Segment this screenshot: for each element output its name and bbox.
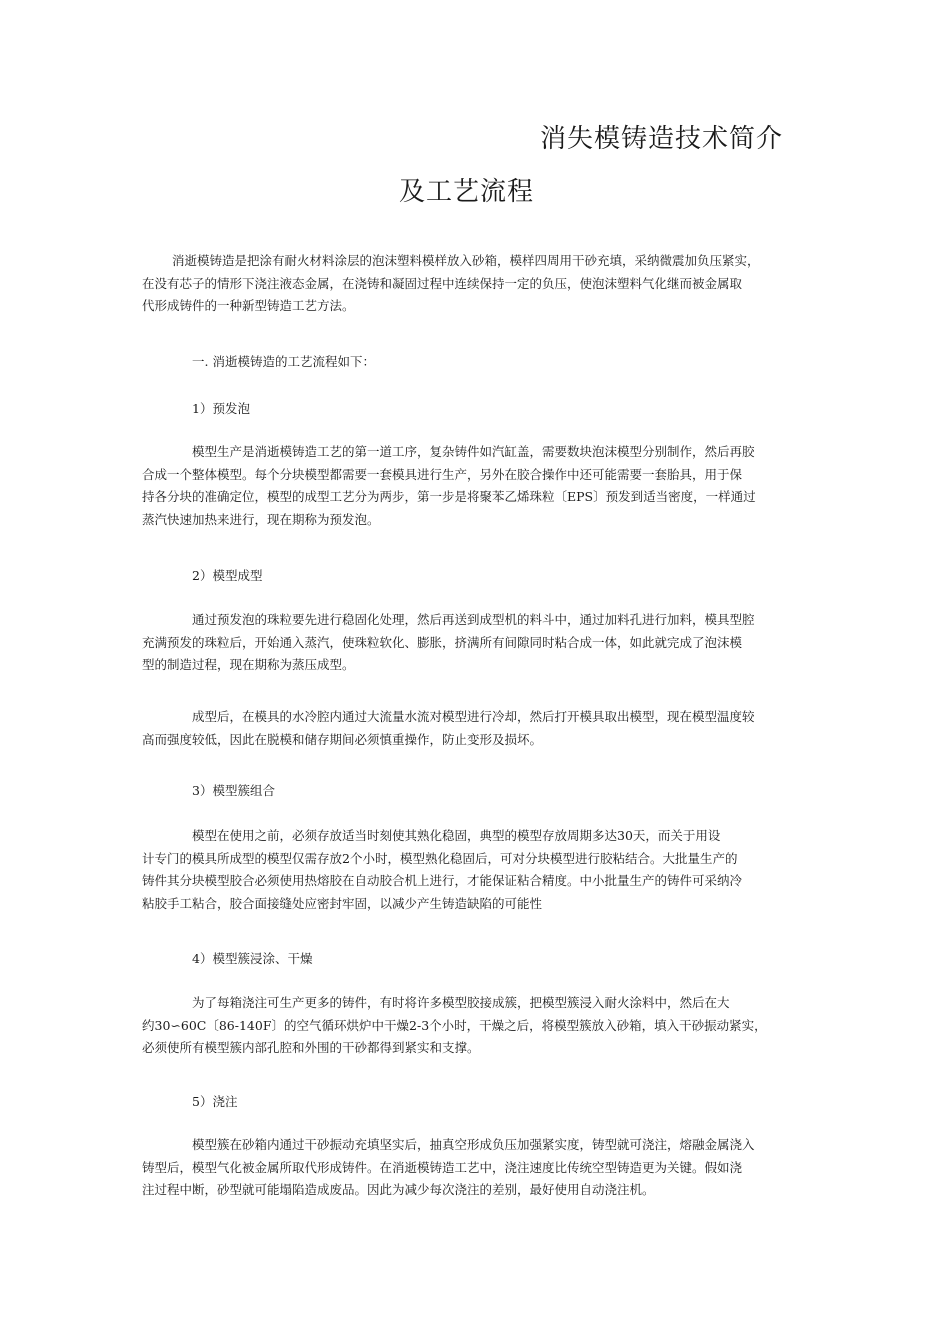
paragraph-line: 为了每箱浇注可生产更多的铸件，有时将许多模型胶接成簇，把模型簇浸入耐火涂料中，然后在大 [192,995,730,1010]
document-title-line-2: 及工艺流程 [399,177,535,207]
paragraph-line: 模型生产是消逝模铸造工艺的第一道工序，复杂铸件如汽缸盖，需要数块泡沫模型分别制作，然后再胶 [192,444,755,459]
paragraph-line: 铸件其分块模型胶合必须使用热熔胶在自动胶合机上进行，才能保证粘合精度。中小批量生产的铸件可采纳冷 [142,873,743,888]
step-1-paragraph [142,441,832,531]
paragraph-line: 铸型后，模型气化被金属所取代形成铸件。在消逝模铸造工艺中，浇注速度比传统空型铸造更为关键。假如浇 [142,1159,743,1175]
step-2-heading: 2）模型成型 [192,568,263,583]
paragraph-line: 模型在使用之前，必须存放适当时刻使其熟化稳固，典型的模型存放周期多达30天，而关于用设 [192,828,721,843]
step-5-paragraph [142,1134,832,1202]
section-heading: 一. 消逝模铸造的工艺流程如下： [192,354,375,369]
step-2-paragraph-2 [142,706,832,751]
step-4-heading: 4）模型簇浸涂、干燥 [192,951,313,966]
paragraph-line: 合成一个整体模型。每个分块模型都需要一套模具进行生产，另外在胶合操作中还可能需要一套胎具，用于保 [142,466,743,482]
paragraph-line: 高而强度较低，因此在脱模和储存期间必须慎重操作，防止变形及损坏。 [142,731,543,747]
paragraph-line: 持各分块的准确定位，模型的成型工艺分为两步，第一步是将聚苯乙烯珠粒〔EPS〕预发到适当密度，一样通过 [142,489,756,504]
paragraph-line: 蒸汽快速加热来进行，现在期称为预发泡。 [142,511,380,527]
paragraph-line: 必须使所有模型簇内部孔腔和外围的干砂都得到紧实和支撑。 [142,1040,480,1055]
paragraph-line: 在没有芯子的情形下浇注液态金属，在浇铸和凝固过程中连续保持一定的负压，使泡沫塑料气化继而被金属取 [142,275,743,291]
step-3-paragraph [142,825,832,915]
paragraph-line: 注过程中断，砂型就可能塌陷造成废品。因此为减少每次浇注的差别，最好使用自动浇注机。 [142,1182,655,1197]
intro-paragraph [142,250,832,318]
step-5-heading: 5）浇注 [192,1094,238,1109]
paragraph-line: 计专门的模具所成型的模型仅需存放2个小时，模型熟化稳固后，可对分块模型进行胶粘结合。大批量生产的 [142,850,738,866]
paragraph-line: 通过预发泡的珠粒要先进行稳固化处理，然后再送到成型机的料斗中，通过加料孔进行加料，模具型腔 [192,612,755,627]
paragraph-line: 约30∽60C〔86-140F〕的空气循环烘炉中干燥2-3个小时，干燥之后，将模型簇放入砂箱，填入干砂振动紧实， [142,1017,767,1033]
step-4-paragraph [142,992,832,1060]
document-title-line-1: 消失模铸造技术简介 [540,124,784,154]
paragraph-line: 成型后，在模具的水冷腔内通过大流量水流对模型进行冷却，然后打开模具取出模型，现在模型温度较 [192,709,755,724]
step-2-paragraph-1 [142,609,832,677]
step-1-heading: 1）预发泡 [192,401,250,416]
paragraph-line: 消逝模铸造是把涂有耐火材料涂层的泡沫塑料模样放入砂箱，模样四周用干砂充填，采纳微震加负压紧实， [172,253,760,268]
paragraph-line: 模型簇在砂箱内通过干砂振动充填坚实后，抽真空形成负压加强紧实度，铸型就可浇注，熔融金属浇入 [192,1137,755,1152]
step-3-heading: 3）模型簇组合 [192,783,275,798]
paragraph-line: 粘胶手工粘合，胶合面接缝处应密封牢固，以减少产生铸造缺陷的可能性 [142,895,543,911]
paragraph-line: 代形成铸件的一种新型铸造工艺方法。 [142,298,355,313]
paragraph-line: 充满预发的珠粒后，开始通入蒸汽，使珠粒软化、膨胀，挤满所有间隙同时粘合成一体，如此就完成了泡沫模 [142,634,743,650]
paragraph-line: 型的制造过程，现在期称为蒸压成型。 [142,657,355,672]
